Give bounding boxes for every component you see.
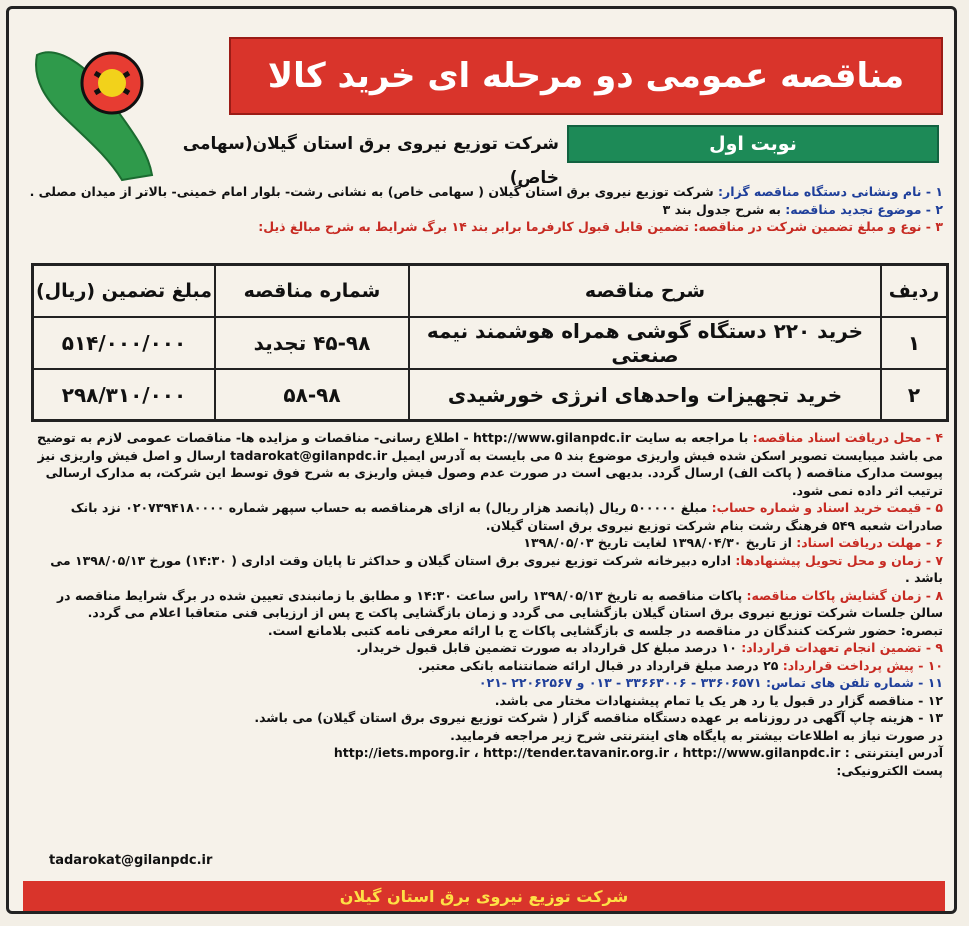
- page-title: مناقصه عمومی دو مرحله ای خرید کالا: [267, 56, 905, 96]
- item-4-text: با مراجعه به سایت http://www.gilanpdc.ir - اطلاع رسانی- مناقصات و مزایده ها- مناقصات عمومی لازم به توضیح می باشد میبایست تصویر اسکن شده فیش واریزی موضوع بند ۵ می بایست به آدرس ایمیل tadarokat@gilanpdc.ir ارسال و اصل فیش واریزی نیز پیوست مدارک مناقصه ( پاکت الف) ارسال گردد. بدیهی است در صورت عدم وصول فیش واریزی به شرح فوق توسط این شرکت، به مدارک ارسالی ترتیب اثر داده نمی شود.: [36, 430, 943, 498]
- item-7-text: اداره دبیرخانه شرکت توزیع نیروی برق استان گیلان و حداکثر تا پایان وقت اداری ( ۱۴:۳۰) مورخ ۱۳۹۸/۰۵/۱۳ می باشد .: [50, 552, 943, 585]
- item-4-label: ۴ - محل دریافت اسناد مناقصه:: [752, 430, 943, 445]
- row-description: خرید ۲۲۰ دستگاه گوشی همراه هوشمند نیمه صنعتی: [409, 317, 881, 369]
- company-logo: [27, 35, 157, 185]
- round-label: نوبت اول: [709, 133, 797, 155]
- item-2-label: ۲ - موضوع تجدید مناقصه:: [785, 201, 943, 217]
- item-13: ۱۳ - هزینه چاپ آگهی در روزنامه بر عهده دستگاه مناقصه گزار ( شرکت توزیع نیروی برق استان گیلان) می باشد.: [254, 710, 943, 725]
- item-2-text: به شرح جدول بند ۳: [662, 201, 781, 217]
- footer-banner: [23, 881, 945, 911]
- item-11: ۱۱ - شماره تلفن های تماس: ۳۳۶۰۶۵۷۱ - ۳۳۶۶۳۰۰۶ - ۰۱۳ و ۲۲۰۶۲۵۶۷ -۰۲۱: [478, 675, 943, 690]
- item-3-text: تضمین قابل قبول کارفرما برابر بند ۱۴ برگ شرایط به شرح مبالغ ذیل:: [258, 219, 690, 234]
- title-banner: [229, 37, 943, 115]
- item-10-label: ۱۰ - پیش پرداخت قرارداد:: [782, 657, 943, 673]
- item-6-label: ۶ - مهلت دریافت اسناد:: [796, 535, 943, 550]
- header-guarantee-amount: مبلغ تضمین (ریال): [33, 265, 216, 318]
- header-description: شرح مناقصه: [409, 265, 881, 318]
- row-number: ۱: [881, 317, 948, 369]
- web-links[interactable]: http://iets.mporg.ir ، http://tender.tavanir.org.ir ، http://www.gilanpdc.ir: [333, 745, 841, 760]
- table-header-row: [33, 265, 948, 318]
- item-3: [23, 218, 943, 236]
- item-5-text: مبلغ ۵۰۰۰۰۰ ریال (پانصد هزار ریال) به ازای هرمناقصه به حساب سپهر شماره ۰۲۰۷۳۹۴۱۸۰۰۰۰ نزد بانک صادرات شعبه ۵۴۹ فرهنگ رشت بنام شرکت توزیع نیروی برق استان گیلان.: [70, 500, 943, 533]
- item-3-label: ۳ - نوع و مبلغ تضمین شرکت در مناقصه:: [693, 219, 943, 234]
- email-address[interactable]: tadarokat@gilanpdc.ir: [49, 853, 213, 868]
- item-8-label: ۸ - زمان گشایش پاکات مناقصه:: [746, 587, 943, 603]
- row-description: خرید تجهیزات واحدهای انرژی خورشیدی: [409, 369, 881, 421]
- row-number: ۲: [881, 369, 948, 421]
- item-note: تبصره: حضور شرکت کنندگان در مناقصه در جلسه ی بازگشایی پاکات ج با ارائه معرفی نامه کتبی بلامانع است.: [267, 622, 943, 638]
- intro-items: [23, 183, 943, 236]
- row-tender-number: ۵۸-۹۸: [215, 369, 409, 421]
- item-4: [23, 429, 943, 499]
- email-row: [23, 762, 943, 780]
- item-9-text: ۱۰ درصد مبلغ کل قرارداد به صورت تضمین قابل قبول خریدار.: [356, 640, 737, 655]
- web-label: آدرس اینترنتی :: [844, 745, 943, 760]
- item-1-text: شرکت توزیع نیروی برق استان گیلان ( سهامی خاص) به نشانی رشت- بلوار امام خمینی- بالاتر از میدان مصلی .: [29, 184, 714, 199]
- web-addresses: [23, 744, 943, 762]
- item-1: [23, 183, 943, 201]
- item-12: ۱۲ - مناقصه گزار در قبول یا رد هر یک یا تمام پیشنهادات مختار می باشد.: [494, 692, 943, 708]
- item-7: [23, 552, 943, 587]
- item-5: [23, 499, 943, 534]
- item-1-label: ۱ - نام ونشانی دستگاه مناقصه گزار:: [718, 184, 943, 199]
- header-tender-number: شماره مناقصه: [215, 265, 409, 318]
- item-7-label: ۷ - زمان و محل تحویل پیشنهادها:: [735, 552, 943, 568]
- company-name: شرکت توزیع نیروی برق استان گیلان(سهامی خاص): [182, 134, 559, 188]
- row-guarantee-amount: ۲۹۸/۳۱۰/۰۰۰: [33, 369, 216, 421]
- table-row: [33, 317, 948, 369]
- row-guarantee-amount: ۵۱۴/۰۰۰/۰۰۰: [33, 317, 216, 369]
- item-10-text: ۲۵ درصد مبلغ قرارداد در قبال ارائه ضمانتنامه بانکی معتبر.: [417, 657, 779, 673]
- item-6-text: از تاریخ ۱۳۹۸/۰۴/۳۰ لغایت تاریخ ۱۳۹۸/۰۵/۰۳: [523, 535, 792, 550]
- item-9: [23, 639, 943, 657]
- item-8-text: پاکات مناقصه به تاریخ ۱۳۹۸/۰۵/۱۳ راس ساعت ۱۴:۳۰ و مطابق با زمانبندی تعیین شده در برگ شرایط مناقصه در سالن جلسات شرکت توزیع نیروی برق استان گیلان بازگشایی می گردد و زمان بازگشایی پاکت ج پس از ارزیابی فنی متعاقبا اعلام می گردد.: [56, 587, 943, 620]
- item-2: [23, 201, 943, 219]
- footer-text: شرکت توزیع نیروی برق استان گیلان: [339, 886, 629, 906]
- details-items: [23, 429, 943, 779]
- item-5-label: ۵ - قیمت خرید اسناد و شماره حساب:: [711, 500, 943, 515]
- table-row: [33, 369, 948, 421]
- tenders-table: [31, 263, 949, 422]
- email-label: پست الکترونیکی:: [836, 762, 943, 778]
- row-tender-number: ۴۵-۹۸ تجدید: [215, 317, 409, 369]
- item-10: [23, 657, 943, 675]
- item-6: [23, 534, 943, 552]
- item-9-label: ۹ - تضمین انجام تعهدات قرارداد:: [741, 640, 943, 655]
- header-row-number: ردیف: [881, 265, 948, 318]
- more-info: در صورت نیاز به اطلاعات بیشتر به پایگاه های اینترنتی شرح زیر مراجعه فرمایید.: [450, 727, 943, 743]
- item-8: [23, 587, 943, 622]
- round-badge: [567, 125, 939, 163]
- announcement-page: [6, 6, 957, 914]
